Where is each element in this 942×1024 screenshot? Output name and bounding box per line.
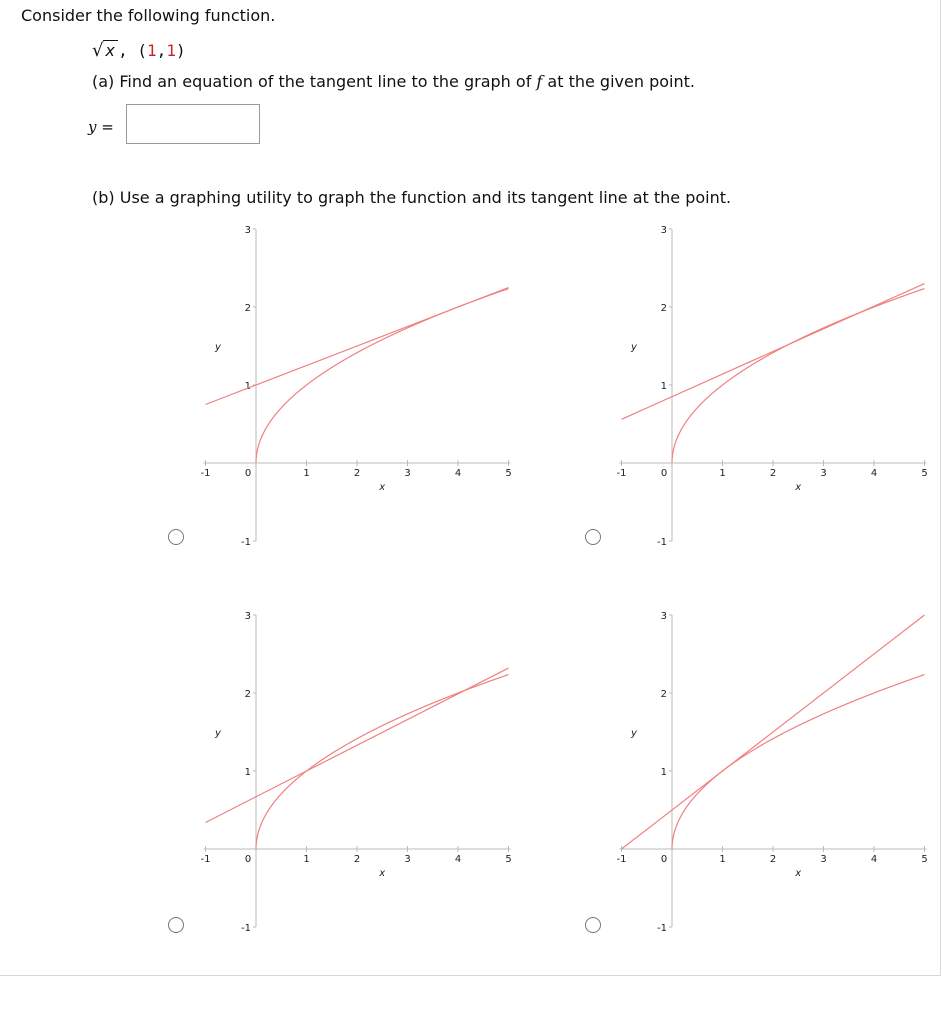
tangent-line [622,615,925,849]
x-tick-label: 3 [820,468,827,479]
x-tick-label: 5 [921,854,928,865]
y-tick-label: 2 [244,303,251,314]
y-tick-label: 3 [660,611,667,622]
x-tick-label: -1 [200,468,211,479]
y-tick-label: 1 [244,381,251,392]
x-tick-label: -1 [616,468,627,479]
point-open: , ( [118,41,148,60]
x-tick-label: 0 [660,468,668,479]
x-tick-label: 4 [454,468,462,479]
y-axis-label: y [631,728,637,739]
x-axis-label: x [795,868,802,879]
x-tick-label: 4 [870,468,878,479]
y-tick-label: 2 [244,689,251,700]
y-tick-label: 1 [660,767,667,778]
y-tick-label: 3 [244,611,251,622]
answer-label: y = [88,118,114,136]
sqrt-symbol: √ [92,40,104,61]
part-a-var: f [536,72,543,91]
x-tick-label: 5 [921,468,928,479]
x-tick-label: -1 [616,854,627,865]
y-tick-label: 2 [660,303,667,314]
tangent-answer-input[interactable] [126,104,260,144]
option-c-radio[interactable] [168,917,184,933]
x-tick-label: 2 [353,854,361,865]
x-tick-label: 1 [303,468,310,479]
question-intro: Consider the following function. [21,6,276,25]
x-tick-label: 0 [660,854,668,865]
function-curve [256,675,509,849]
x-axis-label: x [795,482,802,493]
option-b-radio[interactable] [585,529,601,545]
x-tick-label: 5 [505,468,512,479]
x-tick-label: 5 [505,854,512,865]
y-tick-label: -1 [657,923,667,934]
function-radicand: x [103,40,118,60]
graph-option-b [616,214,942,554]
point-x: 1 [147,41,157,60]
graph-option-d [616,600,942,940]
x-tick-label: 3 [820,854,827,865]
function-curve [672,675,925,849]
y-axis-label: y [215,342,221,353]
graph-option-a [200,214,540,554]
x-axis-label: x [379,868,386,879]
point-close: ) [175,41,186,60]
part-b-text: (b) Use a graphing utility to graph the function and its tangent line at the point. [92,188,732,207]
x-tick-label: 0 [244,468,252,479]
x-tick-label: 1 [303,854,310,865]
y-tick-label: 3 [660,225,667,236]
x-tick-label: 2 [769,854,777,865]
x-tick-label: 3 [404,468,411,479]
x-axis-label: x [379,482,386,493]
function-expression [92,40,186,61]
y-tick-label: 1 [660,381,667,392]
x-tick-label: 4 [454,854,462,865]
y-tick-label: -1 [241,537,251,548]
x-tick-label: 0 [244,854,252,865]
point-y: 1 [166,41,176,60]
x-tick-label: 4 [870,854,878,865]
y-tick-label: 2 [660,689,667,700]
y-tick-label: 1 [244,767,251,778]
point-sep: , [156,41,167,60]
option-d-radio[interactable] [585,917,601,933]
x-tick-label: -1 [200,854,211,865]
part-a-text: (a) Find an equation of the tangent line to the graph of f at the given point. [92,72,695,91]
x-tick-label: 1 [719,854,726,865]
x-tick-label: 2 [353,468,361,479]
y-tick-label: -1 [657,537,667,548]
function-curve [672,289,925,463]
x-tick-label: 2 [769,468,777,479]
y-tick-label: 3 [244,225,251,236]
function-curve [256,289,509,463]
x-tick-label: 1 [719,468,726,479]
x-tick-label: 3 [404,854,411,865]
option-a-radio[interactable] [168,529,184,545]
y-tick-label: -1 [241,923,251,934]
graph-option-c [200,600,540,940]
y-axis-label: y [631,342,637,353]
y-axis-label: y [215,728,221,739]
